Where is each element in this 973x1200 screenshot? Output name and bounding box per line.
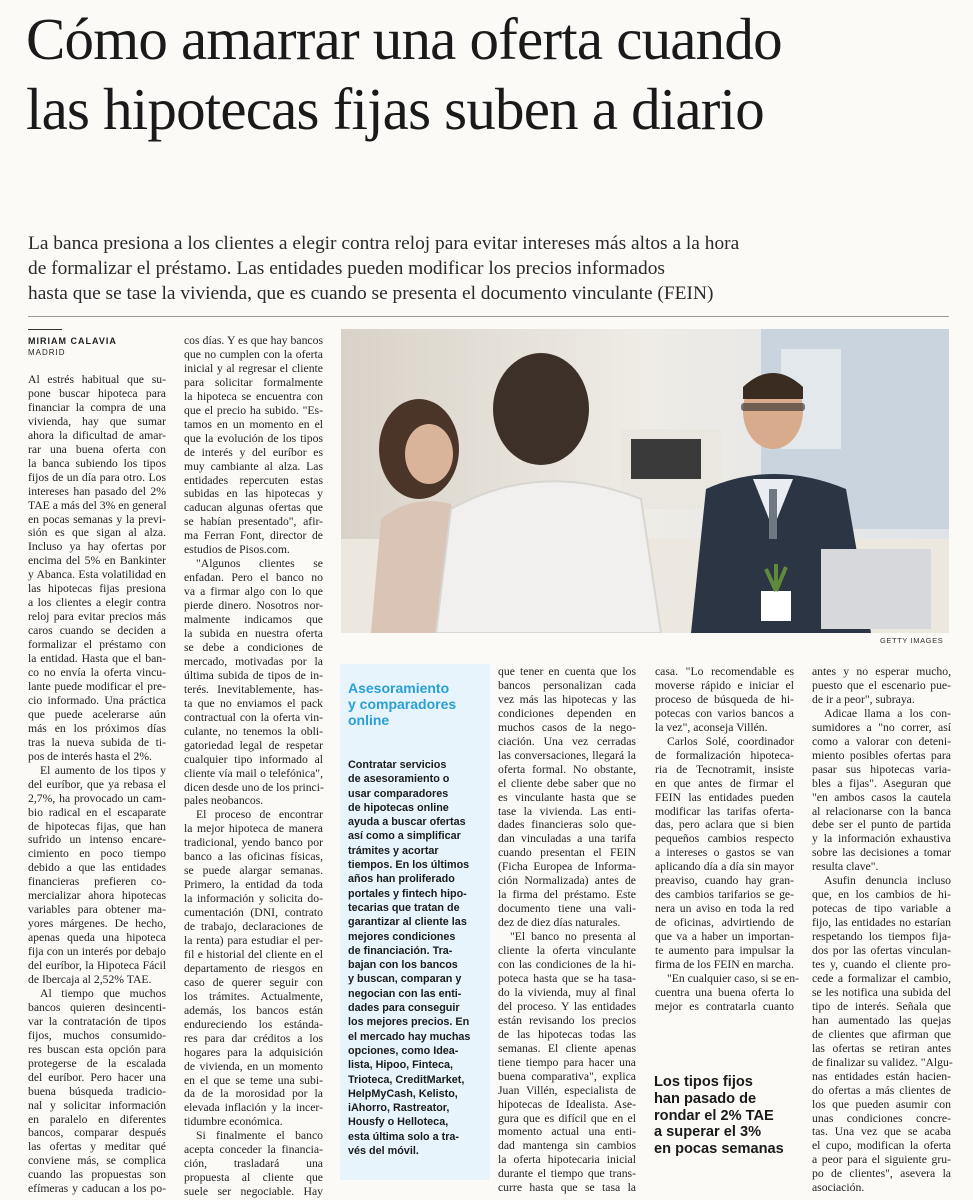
column-line: a los clientes a elegir contra	[28, 596, 166, 610]
column-line: se habían presentado", afir-	[184, 515, 323, 529]
column-line: vez más las hipotecas y las	[498, 692, 636, 706]
column-line: encima del 5% en Bankinter	[28, 554, 166, 568]
column-line: casa. "Lo recomendable es	[655, 665, 794, 678]
column-line: Juan Villén, especialista de	[498, 1083, 636, 1097]
column-line: puesto que el escenario pue-	[812, 678, 951, 692]
column-line: potecas con varios bancos a	[655, 706, 794, 720]
column-line: además, los bancos están	[184, 1003, 323, 1017]
sidebar-line: mejores condiciones	[348, 930, 456, 943]
column-line: firma de los FEIN en marcha.	[655, 958, 794, 972]
column-line: con las condiciones de la hi-	[498, 958, 636, 972]
column-line: contractual con la oferta vin-	[184, 710, 323, 724]
column-line: proceso de búsqueda de hi-	[655, 692, 794, 706]
column-line: tidumbre económica.	[184, 1115, 283, 1129]
sidebar-line: portales y fintech hipo-	[348, 887, 467, 900]
column-line: po de clientes", asevera la	[812, 1167, 951, 1181]
column-line: ción Normalizada) antes de	[498, 874, 636, 888]
column-line: formalizar el préstamo con	[28, 638, 166, 652]
column-line: sumidores a "no correr, así	[812, 720, 951, 734]
column-line: sión es que sigan al alza.	[28, 526, 166, 540]
column-line: do la vivienda, muy al final	[498, 985, 636, 999]
column-line: tras la nueva subida de ti-	[28, 735, 166, 749]
column-line: vivienda, hay que sumar	[28, 414, 166, 428]
subhead-line: La banca presiona a los clientes a elegir contra reloj para evitar intereses más altos a la hora	[28, 233, 740, 254]
sidebar-line: de asesoramiento o	[348, 773, 450, 786]
column-line: intereses han pasado del 2%	[28, 484, 166, 498]
column-line: última subida de tipos de in-	[184, 668, 323, 682]
column-line: tiene tiempo para hacer una	[498, 1055, 636, 1069]
column-line: cliente la oferta vinculante	[498, 944, 636, 958]
column-line: como a valorar con deteni-	[812, 734, 951, 748]
column-line: poteca hasta que se ha tasa-	[498, 971, 636, 985]
column-line: de ir a peor", subraya.	[812, 692, 915, 706]
column-line: co no envía la oferta vincu-	[28, 666, 166, 680]
column-line: reloj para evitar precios más	[28, 610, 166, 624]
column-line: yores márgenes. De hecho,	[28, 917, 166, 931]
column-line: dad mantenga sin cambios	[498, 1139, 636, 1153]
sidebar-line: lista, Hipoo, Finteca,	[348, 1059, 453, 1072]
column-line: de hipotecas fijas, que han	[28, 819, 166, 833]
column-line: dez de diez días naturales.	[498, 916, 621, 930]
column-line: documento tiene una vali-	[498, 902, 636, 916]
column-line: "Algunos clientes se	[196, 557, 323, 571]
column-line: fil e historial del cliente en el	[184, 947, 323, 961]
column-line: de vivienda, en un momento	[184, 1059, 323, 1073]
pull-quote-line: Los tipos fijos	[654, 1074, 753, 1090]
sidebar-line: garantizar al cliente las	[348, 916, 467, 929]
subhead-line: hasta que se tase la vivienda, que es cuando se presenta el documento vinculante (FEIN)	[28, 283, 714, 304]
column-line: departamento de riesgos en	[184, 961, 323, 975]
sidebar-title-line: Asesoramiento	[348, 680, 450, 696]
column-line: rar una buena oferta con	[28, 442, 166, 456]
column-line: en paralelo en diferentes	[28, 1112, 166, 1126]
column-line: moverse rápido e iniciar el	[655, 678, 794, 692]
column-line: nera un aviso en toda la red	[655, 902, 794, 916]
column-line: al relacionarse con la banca	[812, 804, 951, 818]
sidebar-line: esta última solo a tra-	[348, 1130, 460, 1143]
column-line: que la evolución de los tipos	[184, 431, 323, 445]
column-line: ciación. Una vez cerradas	[498, 734, 636, 748]
sidebar-line: así como a simplificar	[348, 830, 461, 843]
column-line: do ofertas a más clientes de	[812, 1083, 951, 1097]
column-line: mercado, motivadas por la	[184, 654, 323, 668]
column-line: cualquier tipo informado al	[184, 752, 323, 766]
column-line: sobre las decisiones a tomar	[812, 846, 951, 860]
column-line: cuando presentan el FEIN	[498, 846, 636, 860]
column-line: la vez", aconseja Villén.	[655, 720, 768, 734]
column-line: mercializar ahora hipotecas	[28, 889, 166, 903]
column-line: debe ser el punto de partida	[812, 818, 951, 832]
column-line: enfadan. Pero el banco no	[184, 571, 323, 585]
column-line: Incluso ya hay ofertas por	[28, 540, 166, 554]
column-line: efímeras y caducan a los po-	[28, 1182, 166, 1196]
column-line: inicial y al regresar el cliente	[184, 361, 323, 375]
column-line: pasar sus hipotecas varia-	[812, 762, 951, 776]
column-line: muchos casos de la nego-	[498, 720, 636, 734]
column-line: sufrido un intenso encare-	[28, 833, 166, 847]
column-line: ahora la dificultad de amar-	[28, 428, 166, 442]
column-line: tase la vivienda. Las enti-	[498, 804, 636, 818]
column-line: cuando las propuestas son	[28, 1168, 166, 1182]
column-line: dan vinculadas a una tarifa	[498, 832, 636, 846]
column-line: tradicional, yendo banco por	[184, 836, 323, 850]
column-line: bancos personalizan cada	[498, 678, 636, 692]
column-line: financieras prefieren co-	[28, 875, 166, 889]
column-line: hipotecas de Idealista. Ase-	[498, 1097, 636, 1111]
column-line: dicen desde uno de los princi-	[184, 780, 324, 794]
column-line: cumentación (DNI, contrato	[184, 906, 323, 920]
column-line: y la información exhaustiva	[812, 832, 951, 846]
column-line: var la contratación de tipos	[28, 1014, 166, 1028]
column-line: cliente vía mail o telefónica",	[184, 766, 323, 780]
byline-rule	[28, 329, 62, 330]
column-line: el cliente debe saber que no	[498, 776, 636, 790]
column-line: Si finalmente el banco	[196, 1129, 323, 1143]
sidebar-title	[348, 680, 488, 728]
pull-quote-line: a superar el 3%	[654, 1124, 762, 1141]
column-line: nal y solicitar información	[28, 1098, 166, 1112]
column-line: de finalizar su validez. "Algu-	[812, 1055, 953, 1069]
sidebar-line: vés del móvil.	[348, 1145, 419, 1158]
column-line: va a firmar algo con lo que	[184, 585, 323, 599]
column-line: tes y, cuando el cliente pro-	[812, 958, 951, 972]
column-line: de oficinas, advirtiendo de	[655, 916, 794, 930]
sidebar-title-line: online	[348, 712, 390, 728]
column-line: mejor es contratarla cuanto	[655, 999, 794, 1013]
column-line: dos por las ofertas vinculan-	[812, 944, 951, 958]
sidebar-line: y buscan, comparan y	[348, 973, 462, 986]
column-line: muy cambiante al alza. Las	[184, 459, 323, 473]
column-line: acepta conceder la financia-	[184, 1143, 323, 1157]
column-line: están revisando los precios	[498, 1013, 636, 1027]
column-line: para solicitar formalmente	[184, 375, 323, 389]
column-line: El proceso de encontrar	[196, 808, 323, 822]
column-line: miento posibles ofertas para	[812, 748, 951, 762]
column-line: El aumento de los tipos y	[40, 763, 166, 777]
column-line: de Ibercaja al 2,52% TAE.	[28, 972, 152, 986]
sidebar-line: de financiación. Tra-	[348, 944, 453, 957]
column-line: en pocas semanas y la previ-	[28, 512, 166, 526]
column-line: las ofertas y meditar qué	[28, 1140, 166, 1154]
column-line: que, en los cambios de hi-	[812, 888, 951, 902]
sidebar-line: trámites y acortar	[348, 844, 439, 857]
column-line: "El banco no presenta al	[510, 930, 636, 944]
column-line: endureciendo los estánda-	[184, 1017, 323, 1031]
column-line: de formalización hipoteca-	[655, 748, 794, 762]
column-line: TAE a más del 3% en general	[28, 498, 167, 512]
column-line: que no cumplen con la oferta	[184, 347, 323, 361]
column-line: del proceso. Y las entidades	[498, 999, 636, 1013]
byline-author: MIRIAM CALAVIA	[28, 336, 117, 346]
column-line: las conversaciones, llegará la	[498, 748, 636, 762]
column-line: se debe a condiciones de	[184, 640, 323, 654]
column-line: en el que se teme una subi-	[184, 1073, 323, 1087]
column-line: el cupo, modifican la oferta	[812, 1139, 951, 1153]
pull-quote-line: en pocas semanas	[654, 1141, 784, 1158]
column-line: FEIN las entidades pueden	[655, 790, 794, 804]
column-line: caros cuando se deciden a	[28, 624, 166, 638]
column-line: los trámites. Actualmente,	[184, 989, 323, 1003]
column-line: pos de interés hasta el 2%.	[28, 749, 152, 763]
sidebar-line: Trioteca, CreditMarket,	[348, 1073, 465, 1086]
column-line: culante, no tenemos la obli-	[184, 724, 323, 738]
column-line: del euríbor, que ya rebasa el	[28, 777, 166, 791]
sidebar-line: de hipotecas online	[348, 801, 449, 814]
headline	[26, 4, 966, 144]
column-line: aplicando día a día sin mayor	[655, 860, 794, 874]
column-line: caso de querer seguir con	[184, 975, 323, 989]
column-line: es vinculante hasta que se	[498, 790, 636, 804]
column-line: la oferta hipotecaria inicial	[498, 1153, 636, 1167]
column-line: cuentra una buena oferta lo	[655, 985, 794, 999]
column-line: financiar la compra de una	[28, 400, 166, 414]
column-line: 2,7%, ha provocado un cam-	[28, 791, 166, 805]
column-line: pone buscar hipoteca para	[28, 386, 166, 400]
column-line: resulta clave".	[812, 860, 879, 874]
sidebar-line: usar comparadores	[348, 787, 449, 800]
column-line: gura que es difícil que en el	[498, 1111, 636, 1125]
column-line: tas. Una vez que se acaba	[812, 1125, 951, 1139]
article-column-2	[184, 334, 323, 1199]
column-line: tipo de interés. Señala que	[812, 999, 951, 1013]
sidebar-line: los mejores precios. En	[348, 1016, 470, 1029]
column-line: cio informado. Una práctica	[28, 693, 166, 707]
column-line: en que antes de firmar el	[655, 776, 794, 790]
column-line: fijos de un día para otro. Los	[28, 470, 166, 484]
photo-credit: GETTY IMAGES	[880, 636, 944, 645]
column-line: propuesta al cliente que	[184, 1171, 323, 1185]
column-line: "en ambos casos la cautela	[812, 790, 951, 804]
sidebar-line: negocian con las enti-	[348, 987, 462, 1000]
column-line: del euríbor. Pero hacer una	[28, 1070, 166, 1084]
column-line: de trabajo, declaraciones de	[184, 920, 323, 934]
column-line: bancos, comparar después	[28, 1126, 166, 1140]
column-line: que puede acelerarse aún	[28, 707, 166, 721]
column-line: bles a fijas". Aseguran que	[812, 776, 951, 790]
column-line: terés. Inevitablemente, has-	[184, 682, 323, 696]
column-line: banco a las oficinas físicas,	[184, 850, 323, 864]
column-line: lante puede modificar el pre-	[28, 679, 166, 693]
column-line: das, pero aclara que si bien	[655, 818, 794, 832]
column-line: que tener en cuenta que los	[498, 665, 636, 678]
column-line: dades financieras solo que-	[498, 818, 636, 832]
column-line: te aumento para impulsar la	[655, 944, 794, 958]
column-line: la renta) para estudiar el per-	[184, 933, 323, 947]
sidebar-line: años han proliferado	[348, 873, 455, 886]
column-line: la banca subiendo los tipos	[28, 456, 166, 470]
column-line: condiciones dependen en	[498, 706, 636, 720]
column-line: la subida en nuestra oferta	[184, 627, 323, 641]
column-line: Al tiempo que muchos	[40, 986, 166, 1000]
column-line: res para dar créditos a los	[184, 1031, 323, 1045]
pull-quote-box	[644, 1062, 794, 1180]
column-line: bancos quieren desincenti-	[28, 1000, 166, 1014]
column-line: las hipotecas fijas presiona	[28, 582, 166, 596]
column-line: res buscan esta opción para	[28, 1042, 166, 1056]
article-photo	[341, 329, 949, 633]
column-line: a peor para el siguiente gru-	[812, 1153, 951, 1167]
column-line: estudios de Pisos.com.	[184, 543, 290, 557]
column-line: (Ficha Europea de Informa-	[498, 860, 636, 874]
sidebar-line: opciones, como Idea-	[348, 1044, 459, 1057]
subhead-line: de formalizar el préstamo. Las entidades pueden modificar los precios informados	[28, 258, 665, 279]
section-divider	[28, 316, 949, 317]
column-line: curre hasta que se tasa la	[498, 1181, 636, 1195]
column-line: debido a que las entidades	[28, 861, 166, 875]
sidebar-line: Housfy o Helloteca,	[348, 1116, 449, 1129]
column-line: preaviso, cuando hay gran-	[655, 874, 794, 888]
column-line: da de la morosidad por la	[184, 1087, 323, 1101]
column-line: se puede alargar semanas.	[184, 864, 323, 878]
column-line: Adicae llama a los con-	[824, 706, 951, 720]
column-line: bio radical en el escaparate	[28, 805, 166, 819]
sidebar-line: bajan con los bancos	[348, 959, 458, 972]
column-line: durante el tiempo que trans-	[498, 1167, 636, 1181]
column-line: variables para obtener ma-	[28, 903, 166, 917]
column-line: de las hipotecas todas las	[498, 1027, 636, 1041]
column-line: tamos en un momento en el	[184, 417, 323, 431]
column-line: y Abanca. Esta volatilidad en	[28, 568, 166, 582]
column-line: pierde dinero. Nosotros nor-	[184, 599, 323, 613]
article-column-3	[498, 665, 636, 1195]
column-line: conviene más, se complica	[28, 1154, 166, 1168]
headline-line: las hipotecas fijas suben a diario	[26, 76, 764, 142]
sidebar-body	[348, 758, 482, 1158]
subhead	[28, 231, 953, 306]
column-line: ta que no enviamos el pack	[184, 696, 323, 710]
column-line: des cambios tarifarios se ge-	[655, 888, 794, 902]
column-line: fijos, muchos consumido-	[28, 1028, 166, 1042]
sidebar-line: el mercado hay muchas	[348, 1030, 471, 1043]
column-line: los que pueden asumir con	[812, 1097, 951, 1111]
column-line: buena comparativa", explica	[498, 1069, 636, 1083]
article-column-4	[655, 665, 799, 1014]
column-line: modificar las tarifas oferta-	[655, 804, 794, 818]
column-line: potecas de tipo variable a	[812, 902, 951, 916]
sidebar-line: ayuda a buscar ofertas	[348, 816, 466, 829]
column-line: Carlos Solé, coordinador	[667, 734, 794, 748]
article-column-1	[28, 373, 166, 1196]
byline-city: MADRID	[28, 348, 66, 357]
column-line: protegerse de la escalada	[28, 1056, 166, 1070]
column-line: hogares para la adquisición	[184, 1045, 323, 1059]
article-column-5	[812, 665, 951, 1195]
column-line: entidades repercuten estas	[184, 473, 323, 487]
column-line: oferta formal. No obstante,	[498, 762, 636, 776]
column-line: "En cualquier caso, si se en-	[667, 971, 799, 985]
column-line: momento actual una enti-	[498, 1125, 636, 1139]
column-line: pales neobancos.	[184, 794, 264, 808]
column-line: la entidad. Hasta que el ban-	[28, 652, 166, 666]
column-line: subidas en las hipotecas y	[184, 487, 323, 501]
column-line: más en los próximos días	[28, 721, 166, 735]
column-line: antes y no esperar mucho,	[812, 665, 951, 678]
column-line: asociación.	[812, 1181, 865, 1195]
column-line: pequeños cambios respecto	[655, 832, 794, 846]
pull-quote-line: rondar el 2% TAE	[654, 1107, 774, 1124]
column-line: apenas queda una hipoteca	[28, 931, 166, 945]
column-line: respetando los tiempos fija-	[812, 930, 951, 944]
pull-quote-line: han pasado de	[654, 1090, 757, 1107]
sidebar-line: tecarias que tratan de	[348, 901, 460, 914]
column-line: ria de Tecnotramit, insiste	[655, 762, 794, 776]
column-line: Al estrés habitual que su-	[28, 373, 166, 386]
column-line: semanas. El cliente apenas	[498, 1041, 636, 1055]
pull-quote	[654, 1074, 794, 1158]
column-line: de interés y del euríbor es	[184, 445, 323, 459]
column-line: se les notifica una subida del	[812, 985, 951, 999]
column-line: fija con un interés por debajo	[28, 945, 166, 959]
column-line: unas condiciones concre-	[812, 1111, 951, 1125]
column-line: Primero, la entidad da toda	[184, 878, 323, 892]
column-line: que va a haber un importan-	[655, 930, 794, 944]
column-line: cimiento en poco tiempo	[28, 847, 166, 861]
column-line: la hipoteca se encuentra con	[184, 389, 323, 403]
sidebar-box	[340, 664, 490, 1180]
column-line: ción, trasladará una	[184, 1157, 323, 1171]
column-line: caducan algunas ofertas que	[184, 501, 323, 515]
column-line: malmente indicamos que	[184, 613, 323, 627]
column-line: fijo, las entidades no estarían	[812, 916, 951, 930]
sidebar-title-line: y comparadores	[348, 696, 457, 712]
column-line: elevada inflación y la incer-	[184, 1101, 323, 1115]
column-line: la firma del préstamo. Este	[498, 888, 636, 902]
column-line: que el precio ha subido. "Es-	[184, 403, 323, 417]
headline-line: Cómo amarrar una oferta cuando	[26, 6, 782, 72]
sidebar-line: dades para conseguir	[348, 1002, 460, 1015]
column-line: suele ser negociable. Hay	[184, 1185, 323, 1199]
column-line: las ofertas se retiran antes	[812, 1041, 951, 1055]
column-line: a intereses o gastos se van	[655, 846, 794, 860]
sidebar-line: Contratar servicios	[348, 759, 447, 771]
column-line: buena búsqueda tradicio-	[28, 1084, 166, 1098]
sidebar-line: HelpMyCash, Kelisto,	[348, 1087, 458, 1100]
column-line: la información y solicita do-	[184, 892, 323, 906]
column-line: del euríbor, la Hipoteca Fácil	[28, 959, 166, 973]
sidebar-line: iAhorro, Rastreator,	[348, 1102, 450, 1115]
column-line: cede a formalizar el cambio,	[812, 971, 951, 985]
column-line: han aumentado las quejas	[812, 1013, 951, 1027]
sidebar-line: tiempos. En los últimos	[348, 859, 470, 872]
column-line: Asufin denuncia incluso	[824, 874, 951, 888]
column-line: ma Ferran Font, director de	[184, 529, 323, 543]
column-line: la mejor hipoteca de manera	[184, 822, 323, 836]
column-line: gatoriedad legal de respetar	[184, 738, 323, 752]
column-line: nas entidades están hacien-	[812, 1069, 951, 1083]
column-line: cos días. Y es que hay bancos	[184, 334, 323, 347]
column-line: de clientes que afirman que	[812, 1027, 951, 1041]
